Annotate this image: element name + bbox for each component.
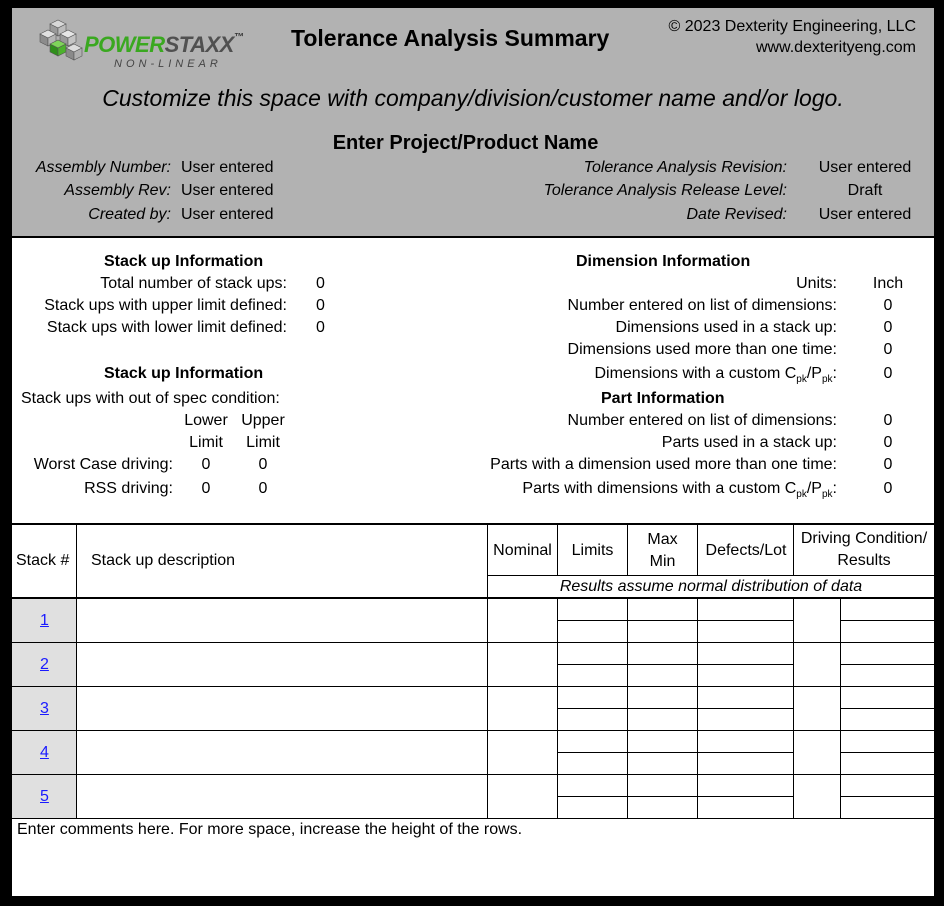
units-value: Inch bbox=[872, 275, 904, 292]
worst-case-lower: 0 bbox=[201, 456, 211, 473]
assembly-number-label: Assembly Number: bbox=[35, 159, 171, 176]
created-by-value[interactable]: User entered bbox=[181, 206, 274, 223]
header-panel bbox=[12, 8, 934, 236]
col-header-driving-2: Results bbox=[837, 552, 891, 569]
project-name: Enter Project/Product Name bbox=[332, 132, 599, 154]
stack-link-2[interactable]: 2 bbox=[40, 656, 49, 673]
logo-staxx: STAXX bbox=[164, 32, 234, 57]
customize-text: Customize this space with company/division/customer name and/or logo. bbox=[102, 85, 844, 111]
upper-limit-head-1: Upper bbox=[241, 412, 285, 429]
dimension-info-title: Dimension Information bbox=[576, 253, 751, 270]
stack-description-cell[interactable] bbox=[77, 775, 487, 818]
lower-defined-value: 0 bbox=[316, 319, 325, 336]
cube-stack-icon bbox=[36, 18, 88, 66]
created-by-label: Created by: bbox=[88, 206, 171, 223]
ta-revision-label: Tolerance Analysis Revision: bbox=[583, 159, 787, 176]
col-header-max: Max bbox=[647, 531, 678, 548]
dims-used-value: 0 bbox=[883, 319, 893, 336]
upper-defined-value: 0 bbox=[316, 297, 325, 314]
stack-number-cell bbox=[12, 775, 76, 818]
logo-tm: ™ bbox=[233, 32, 244, 43]
comments-field[interactable]: Enter comments here. For more space, increase the height of the rows. bbox=[17, 821, 523, 838]
lower-limit-head-1: Lower bbox=[184, 412, 228, 429]
col-header-defects: Defects/Lot bbox=[705, 542, 787, 559]
ta-release-value[interactable]: Draft bbox=[847, 182, 883, 199]
ta-revision-value[interactable]: User entered bbox=[818, 159, 912, 176]
stack-number-cell bbox=[12, 599, 76, 642]
col-header-nominal: Nominal bbox=[493, 542, 552, 559]
rss-lower: 0 bbox=[201, 480, 211, 497]
stack-description-cell[interactable] bbox=[77, 599, 487, 642]
upper-limit-head-2: Limit bbox=[246, 434, 280, 451]
stack-link-1[interactable]: 1 bbox=[40, 612, 49, 629]
stack-link-3[interactable]: 3 bbox=[40, 700, 49, 717]
powerstaxx-logo bbox=[36, 18, 266, 68]
stack-link-5[interactable]: 5 bbox=[40, 788, 49, 805]
dims-multi-label: Dimensions used more than one time: bbox=[567, 341, 837, 358]
assembly-number-value[interactable]: User entered bbox=[181, 159, 274, 176]
logo-power: POWER bbox=[84, 32, 165, 57]
lower-defined-label: Stack ups with lower limit defined: bbox=[46, 319, 287, 336]
parts-entered-value: 0 bbox=[883, 412, 893, 429]
worst-case-label: Worst Case driving: bbox=[33, 456, 173, 473]
stack-description-cell[interactable] bbox=[77, 643, 487, 686]
logo-subtitle: NON-LINEAR bbox=[114, 58, 222, 70]
website-text: www.dexterityeng.com bbox=[755, 39, 916, 56]
assembly-rev-label: Assembly Rev: bbox=[64, 182, 171, 199]
normal-distribution-note: Results assume normal distribution of data bbox=[559, 578, 863, 595]
upper-defined-label: Stack ups with upper limit defined: bbox=[44, 297, 287, 314]
parts-custom-value: 0 bbox=[883, 480, 893, 497]
stack-number-cell bbox=[12, 687, 76, 730]
col-header-limits: Limits bbox=[571, 542, 614, 559]
date-revised-value[interactable]: User entered bbox=[818, 206, 912, 223]
units-label: Units: bbox=[796, 275, 837, 292]
dims-multi-value: 0 bbox=[883, 341, 893, 358]
col-header-driving-1: Driving Condition/ bbox=[800, 530, 928, 547]
stack-description-cell[interactable] bbox=[77, 731, 487, 774]
copyright-text: © 2023 Dexterity Engineering, LLC bbox=[668, 18, 916, 35]
oos-label: Stack ups with out of spec condition: bbox=[21, 390, 280, 407]
col-header-min: Min bbox=[649, 553, 676, 570]
stackup-info-title: Stack up Information bbox=[104, 253, 264, 270]
assembly-rev-value[interactable]: User entered bbox=[181, 182, 274, 199]
parts-custom-label: Parts with dimensions with a custom $C_{pk}/P_{pk}$: bbox=[522, 480, 837, 501]
parts-entered-label: Number entered on list of dimensions: bbox=[567, 412, 837, 429]
parts-used-label: Parts used in a stack up: bbox=[661, 434, 837, 451]
dims-entered-value: 0 bbox=[883, 297, 893, 314]
lower-limit-head-2: Limit bbox=[189, 434, 223, 451]
part-info-title: Part Information bbox=[601, 390, 725, 407]
ta-release-label: Tolerance Analysis Release Level: bbox=[543, 182, 787, 199]
date-revised-label: Date Revised: bbox=[686, 206, 787, 223]
dims-entered-label: Number entered on list of dimensions: bbox=[567, 297, 837, 314]
rss-upper: 0 bbox=[258, 480, 268, 497]
page-title: Tolerance Analysis Summary bbox=[291, 25, 610, 51]
parts-multi-value: 0 bbox=[883, 456, 893, 473]
col-header-stack-num: Stack # bbox=[16, 552, 70, 569]
dims-used-label: Dimensions used in a stack up: bbox=[615, 319, 837, 336]
worst-case-upper: 0 bbox=[258, 456, 268, 473]
parts-multi-label: Parts with a dimension used more than one time: bbox=[490, 456, 837, 473]
stack-number-cell bbox=[12, 731, 76, 774]
total-stackups-label: Total number of stack ups: bbox=[100, 275, 287, 292]
stack-link-4[interactable]: 4 bbox=[40, 744, 49, 761]
stack-number-cell bbox=[12, 643, 76, 686]
dims-custom-label: Dimensions with a custom $C_{pk}/P_{pk}$: bbox=[594, 365, 837, 386]
parts-used-value: 0 bbox=[883, 434, 893, 451]
col-header-description: Stack up description bbox=[91, 552, 236, 569]
total-stackups-value: 0 bbox=[316, 275, 325, 292]
stackup-table bbox=[12, 525, 934, 896]
stack-description-cell[interactable] bbox=[77, 687, 487, 730]
summary-stats-panel bbox=[12, 238, 934, 523]
stackup-info2-title: Stack up Information bbox=[104, 365, 264, 382]
rss-label: RSS driving: bbox=[84, 480, 173, 497]
dims-custom-value: 0 bbox=[883, 365, 893, 382]
